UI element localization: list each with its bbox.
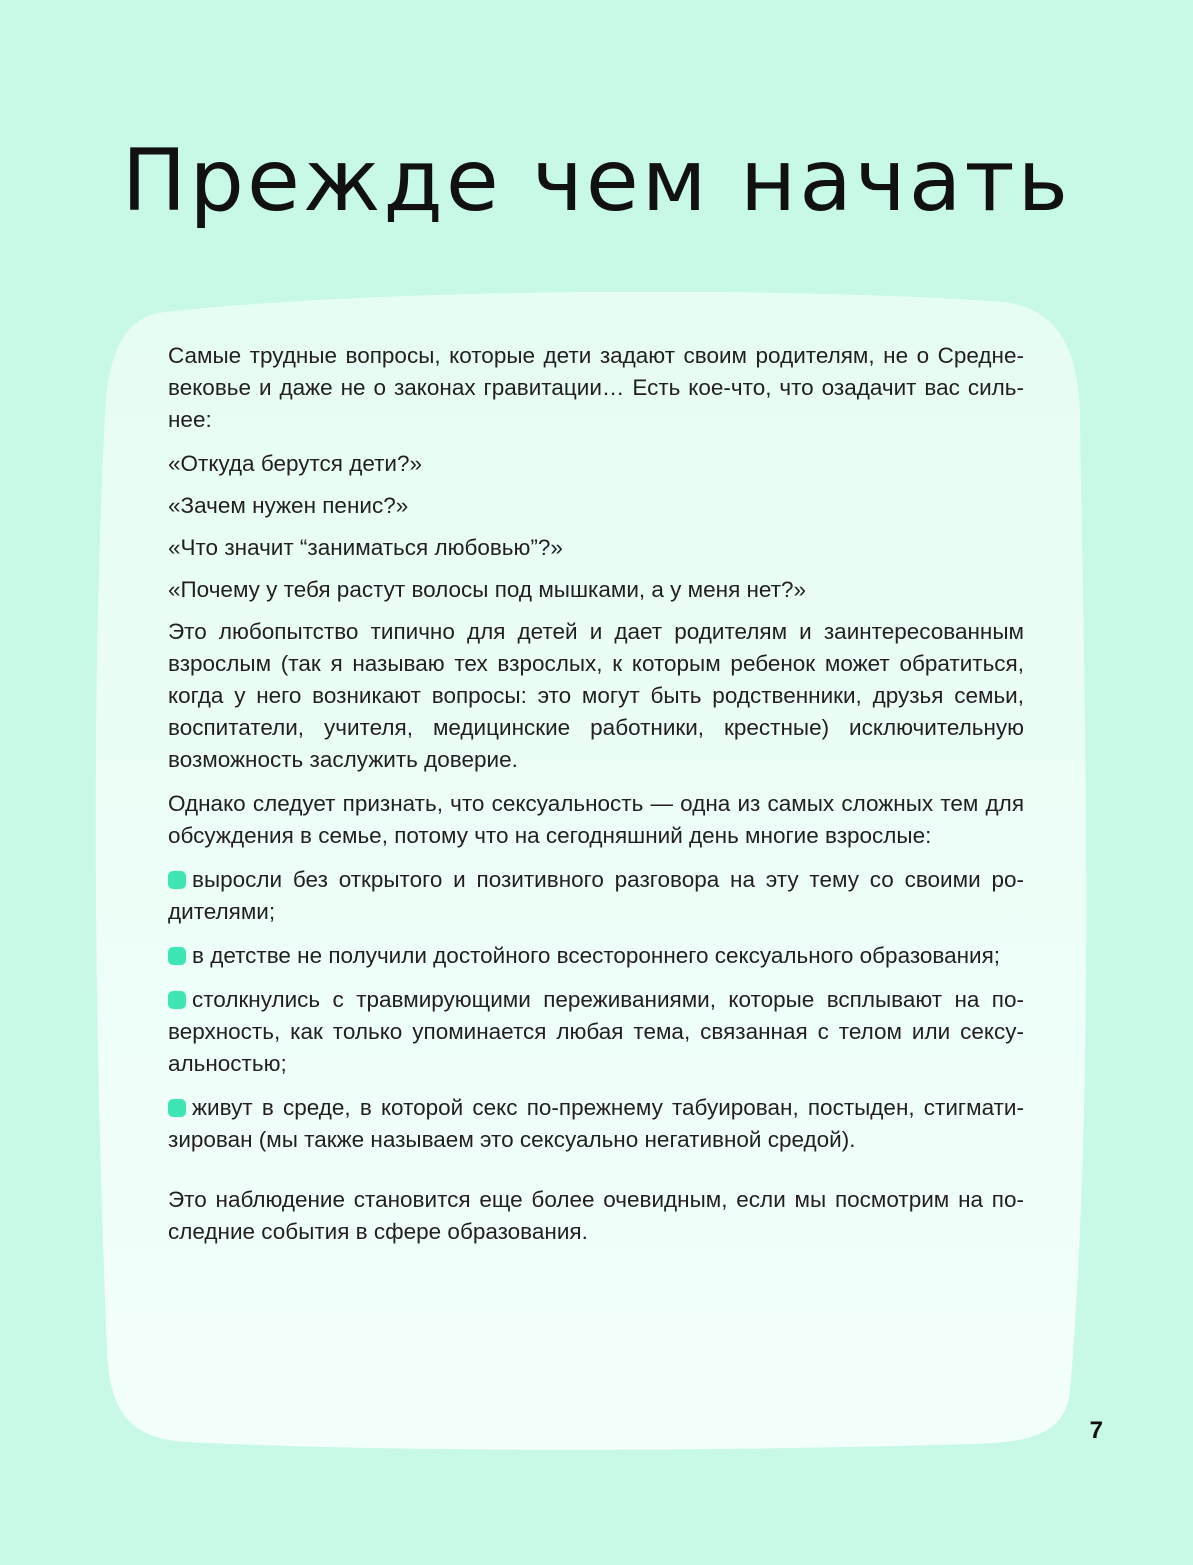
bullet-text: живут в среде, в которой секс по-прежнему табуирован, постыден, стигматизирован (мы также называем это сексуально негативной средой). <box>168 1095 1024 1152</box>
bullet-text: выросли без открытого и позитивного разговора на эту тему со своими родителями; <box>168 867 1024 924</box>
question-4: «Почему у тебя растут волосы под мышками, а у меня нет?» <box>168 577 807 602</box>
intro-paragraph: Самые трудные вопросы, которые дети задают своим родителям, не о Средневековье и даже не о законах гравитации… Есть кое-что, что озадачит вас сильнее: <box>168 343 1024 432</box>
curiosity-paragraph: Это любопытство типично для детей и дает родителям и заинтересованным взрослым (так я называю тех взрослых, к которым ребенок может обратиться, когда у него возникают вопросы: это могут быть родственники, друзья семьи, воспитатели, учителя, медицинские работники, крестные) исключительную возможность заслужить доверие. <box>168 619 1024 772</box>
question-1: «Откуда берутся дети?» <box>168 451 423 476</box>
bullet-marker-icon <box>168 947 186 965</box>
final-paragraph: Это наблюдение становится еще более очевидным, если мы посмотрим на последние события в сфере образования. <box>168 1187 1024 1244</box>
bullet-marker-icon <box>168 871 186 889</box>
body-text <box>168 340 1024 1260</box>
bullet-item <box>168 1092 1024 1156</box>
bullet-text: в детстве не получили достойного всестороннего сексуального образования; <box>192 943 1001 968</box>
bullet-marker-icon <box>168 1099 186 1117</box>
question-2: «Зачем нужен пенис?» <box>168 493 409 518</box>
page-title: Прежде чем начать <box>121 131 1072 231</box>
bullet-text: столкнулись с травмирующими переживаниями, которые всплывают на поверхность, как только упоминается любая тема, связанная с телом или сексуальностью; <box>168 987 1024 1076</box>
bullet-marker-icon <box>168 991 186 1009</box>
question-3: «Что значит “заниматься любовью”?» <box>168 535 563 560</box>
page-number: 7 <box>1089 1417 1103 1444</box>
however-paragraph: Однако следует признать, что сексуальность — одна из самых сложных тем для обсуждения в семье, потому что на сегодняшний день многие взрослые: <box>168 791 1024 848</box>
bullet-item <box>168 864 1024 928</box>
bullet-item <box>168 940 1024 972</box>
bullet-item <box>168 984 1024 1080</box>
